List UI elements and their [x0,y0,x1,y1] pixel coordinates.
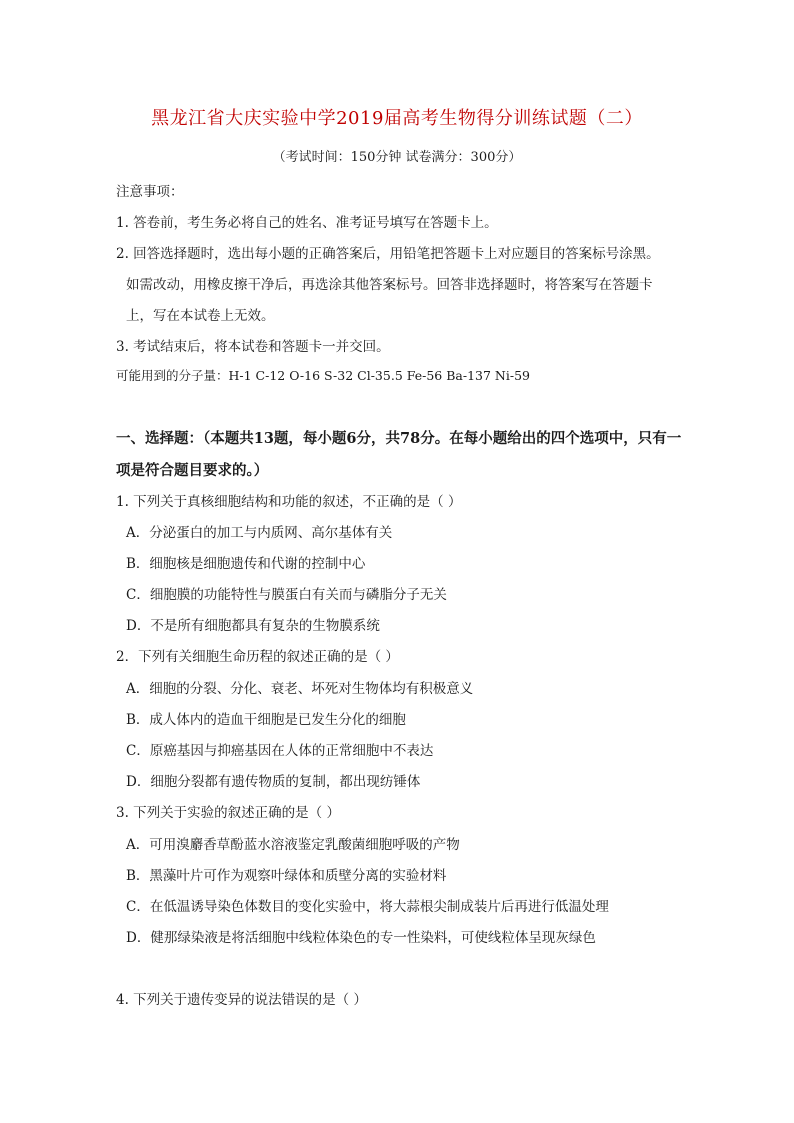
question-1-option-b: B．细胞核是细胞遗传和代谢的控制中心 [126,556,366,572]
question-2-option-d: D．细胞分裂都有遗传物质的复制，都出现纺锤体 [126,774,421,790]
note-item-3: 3. 考试结束后，将本试卷和答题卡一并交回。 [116,339,390,355]
question-3-option-d: D．健那绿染液是将活细胞中线粒体染色的专一性染料，可使线粒体呈现灰绿色 [126,930,596,946]
question-1-option-c: C．细胞膜的功能特性与膜蛋白有关而与磷脂分子无关 [126,587,447,603]
section-heading: 一、选择题：（本题共13题，每小题6分，共78分。在每小题给出的四个选项中，只有一 [116,430,682,447]
molecular-mass: 可能用到的分子量：H-1 C-12 O-16 S-32 Cl-35.5 Fe-56 Ba-137 Ni-59 [116,368,530,383]
question-4-stem: 4. 下列关于遗传变异的说法错误的是（ ） [116,992,367,1008]
section-heading-cont: 项是符合题目要求的。） [116,462,269,479]
question-3-option-c: C．在低温诱导染色体数目的变化实验中，将大蒜根尖制成装片后再进行低温处理 [126,899,609,915]
question-3-option-a: A．可用溴麝香草酚蓝水溶液鉴定乳酸菌细胞呼吸的产物 [126,837,460,853]
notes-heading: 注意事项： [116,184,184,200]
question-1-stem: 1. 下列关于真核细胞结构和功能的叙述，不正确的是（ ） [116,494,462,510]
question-2-option-c: C．原癌基因与抑癌基因在人体的正常细胞中不表达 [126,743,434,759]
question-1-option-d: D．不是所有细胞都具有复杂的生物膜系统 [126,618,380,634]
note-item-2: 2. 回答选择题时，选出每小题的正确答案后，用铅笔把答题卡上对应题目的答案标号涂黑。 [116,246,660,262]
note-item-2-cont-2: 上，写在本试卷上无效。 [126,308,275,324]
question-2-option-b: B．成人体内的造血干细胞是已发生分化的细胞 [126,712,406,728]
note-item-2-cont-1: 如需改动，用橡皮擦干净后，再选涂其他答案标号。回答非选择题时，将答案写在答题卡 [126,277,653,293]
exam-subtitle: （考试时间：150分钟 试卷满分：300分） [272,150,522,165]
question-3-stem: 3. 下列关于实验的叙述正确的是（ ） [116,805,340,821]
question-1-option-a: A．分泌蛋白的加工与内质网、高尔基体有关 [126,525,393,541]
exam-title: 黑龙江省大庆实验中学2019届高考生物得分训练试题（二） [151,108,643,129]
question-3-option-b: B．黑藻叶片可作为观察叶绿体和质壁分离的实验材料 [126,868,447,884]
question-2-stem: 2．下列有关细胞生命历程的叙述正确的是（ ） [116,649,399,665]
note-item-1: 1. 答卷前，考生务必将自己的姓名、准考证号填写在答题卡上。 [116,215,498,231]
question-2-option-a: A．细胞的分裂、分化、衰老、坏死对生物体均有积极意义 [126,681,474,697]
